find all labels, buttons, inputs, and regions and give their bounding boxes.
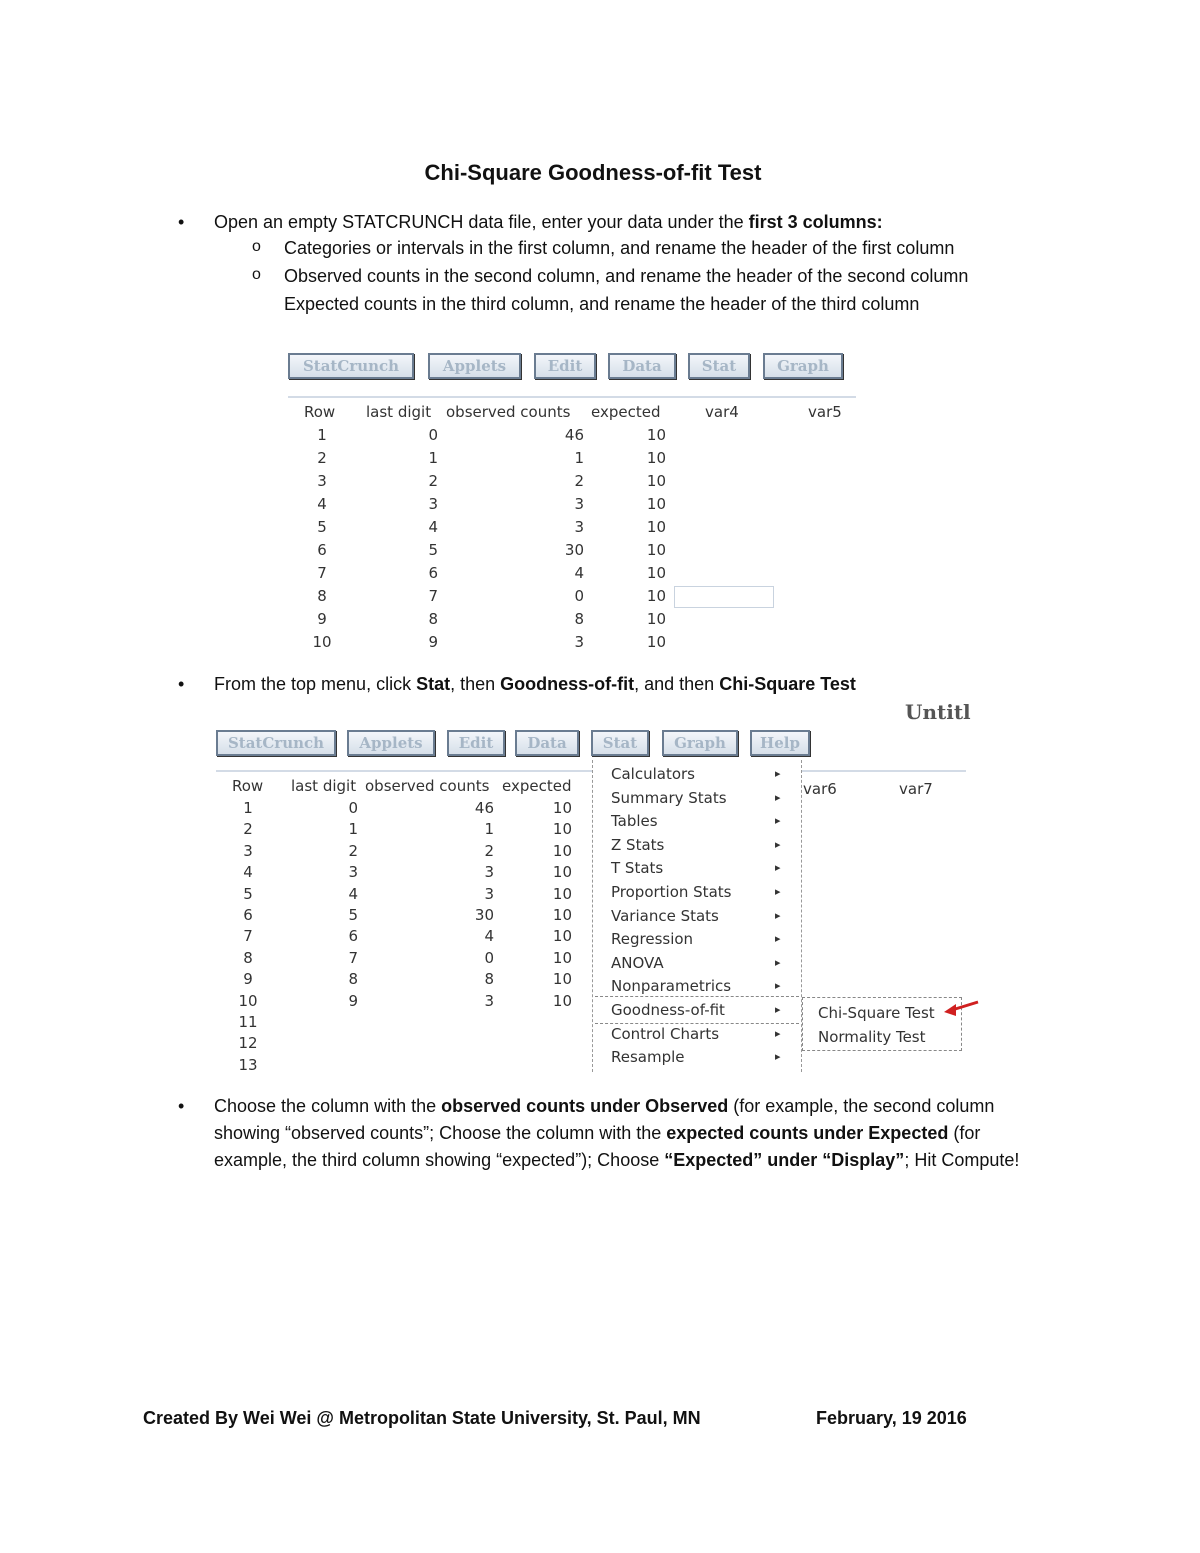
stat-menu-item[interactable]: Summary Stats (611, 788, 727, 807)
table1-row-number: 7 (317, 564, 327, 582)
table2-row-number: 13 (238, 1055, 258, 1074)
stat-menu-item[interactable]: Tables (611, 812, 658, 831)
table1-header-var5[interactable]: var5 (808, 403, 842, 421)
table2-cell[interactable]: 9 (348, 991, 358, 1010)
stat-menu-item[interactable]: Proportion Stats (611, 883, 732, 901)
toolbar2-divider (216, 770, 966, 772)
bullet-3-bold-3: “Expected” under “Display” (664, 1150, 905, 1170)
table2-row-number: 8 (243, 948, 253, 967)
table1-cell[interactable]: 8 (428, 610, 438, 628)
table2-header-expected[interactable]: expected (502, 777, 572, 795)
table1-cell[interactable]: 9 (428, 633, 438, 651)
table2-cell[interactable]: 10 (552, 970, 572, 989)
table1-cell[interactable]: 10 (646, 610, 666, 628)
table2-cell[interactable]: 10 (552, 884, 572, 903)
stat-menu (592, 760, 802, 1072)
bullet-2-bold-stat: Stat (416, 674, 451, 694)
submenu-arrow-icon: ▸ (775, 790, 781, 804)
table1-header-row: Row (304, 403, 336, 421)
table2-row-number: 5 (243, 884, 253, 903)
sub-bullet-2 (252, 266, 969, 287)
table2-header-var6[interactable]: var6 (803, 780, 837, 798)
table1-header-expected[interactable]: expected (591, 403, 661, 421)
table2-cell[interactable]: 6 (348, 927, 358, 946)
bullet-3-bold-1: observed counts under Observed (441, 1096, 729, 1116)
table2-cell[interactable]: 10 (552, 991, 572, 1010)
table2-cell[interactable]: 10 (552, 927, 572, 946)
bullet-2 (178, 671, 856, 698)
table2-cell[interactable]: 8 (348, 970, 358, 989)
stat-menu-item[interactable]: Goodness-of-fit (611, 1001, 725, 1019)
normality-test-item[interactable]: Normality Test (818, 1028, 926, 1046)
stat-menu-item[interactable]: Z Stats (611, 835, 665, 854)
toolbar2-stat-button[interactable]: Stat (591, 730, 649, 756)
toolbar2-edit-button[interactable]: Edit (447, 730, 505, 756)
bullet-1-text: Open an empty STATCRUNCH data file, enter your data under the (214, 212, 749, 232)
table2-row-number: 12 (238, 1034, 258, 1053)
table2-header-var7[interactable]: var7 (899, 780, 933, 798)
table1-cell[interactable]: 10 (646, 472, 666, 490)
submenu-arrow-icon: ▸ (775, 814, 781, 828)
submenu-arrow-icon: ▸ (775, 908, 781, 922)
bullet-3-text-4: ; Hit Compute! (904, 1150, 1020, 1170)
footer-date: February, 19 2016 (816, 1408, 967, 1428)
sub-bullet-3 (284, 294, 919, 315)
table1-cell[interactable]: 10 (646, 541, 666, 559)
bullet-3 (178, 1093, 1044, 1174)
bullet-2-text-3: , and then (634, 674, 720, 694)
table2-row-number: 3 (243, 841, 253, 860)
table1-row-number: 10 (312, 633, 332, 651)
bullet-3-text-1: Choose the column with the (214, 1096, 442, 1116)
table1-cell[interactable]: 7 (428, 587, 438, 605)
toolbar1-statcrunch-button[interactable]: StatCrunch (288, 353, 414, 379)
table2-cell[interactable]: 3 (484, 991, 494, 1010)
table2-cell[interactable]: 10 (552, 820, 572, 839)
bullet-1-bold: first 3 columns: (748, 212, 883, 232)
table2-cell[interactable]: 4 (348, 884, 358, 903)
sub-bullet-1-text: Categories or intervals in the first column, and rename the header of the first column (284, 238, 955, 258)
table1-header-observed[interactable]: observed counts (446, 403, 571, 421)
table2-cell[interactable]: 10 (552, 863, 572, 882)
table1-selected-cell[interactable] (674, 586, 774, 608)
submenu-arrow-icon: ▸ (775, 1026, 781, 1040)
submenu-arrow-icon: ▸ (775, 979, 781, 993)
bullet-2-text-2: , then (450, 674, 501, 694)
table2-cell[interactable]: 1 (484, 820, 494, 839)
toolbar1-stat-button[interactable]: Stat (688, 353, 750, 379)
submenu-arrow-icon: ▸ (775, 767, 781, 780)
page-title: Chi-Square Goodness-of-fit Test (424, 160, 762, 185)
table2-cell[interactable]: 0 (484, 948, 494, 967)
stat-menu-item[interactable]: T Stats (611, 859, 664, 878)
table1-cell[interactable]: 10 (646, 587, 666, 605)
table1-cell[interactable]: 5 (428, 541, 438, 559)
table2-cell[interactable]: 7 (348, 948, 358, 967)
table1-cell[interactable]: 4 (428, 518, 438, 536)
table1-cell[interactable]: 30 (564, 541, 584, 559)
table2-cell[interactable]: 4 (484, 927, 494, 946)
table1-row-number: 8 (317, 587, 327, 605)
table2-cell[interactable]: 10 (552, 799, 572, 817)
table1-row-number: 4 (317, 495, 327, 513)
chi-square-test-item[interactable]: Chi-Square Test (818, 1004, 935, 1022)
table2-row-number: 6 (243, 906, 253, 924)
bullet-dot: • (178, 1096, 185, 1116)
table1-cell[interactable]: 3 (574, 495, 584, 513)
table1-row-number: 3 (317, 472, 327, 490)
table1-cell[interactable]: 3 (574, 633, 584, 651)
table2-row-number: 1 (243, 799, 253, 817)
toolbar1-divider (288, 396, 856, 398)
stat-menu-item[interactable]: Control Charts (611, 1024, 720, 1043)
toolbar2-data-button[interactable]: Data (515, 730, 579, 756)
table2-header-last-digit[interactable]: last digit (291, 777, 357, 795)
table1-row-number: 2 (317, 449, 327, 467)
sub-bullet-circle: o (252, 238, 261, 255)
stat-menu-item[interactable]: Nonparametrics (611, 977, 732, 996)
table2-cell[interactable]: 10 (552, 948, 572, 967)
toolbar2-applets-button[interactable]: Applets (347, 730, 435, 756)
bullet-3-text-3: (for example, the third column showing “expected”); Choose (214, 1123, 981, 1170)
table1-cell[interactable]: 46 (564, 426, 584, 444)
bullet-2-bold-chisq: Chi-Square Test (719, 674, 856, 694)
table1-header-var4[interactable]: var4 (705, 403, 739, 421)
table1-row-number: 6 (317, 541, 327, 559)
table1-cell[interactable]: 2 (574, 472, 584, 490)
table1-cell[interactable]: 6 (428, 564, 438, 582)
submenu-arrow-icon: ▸ (775, 837, 781, 851)
table2-cell[interactable]: 10 (552, 906, 572, 924)
sub-bullet-circle: o (252, 266, 261, 283)
sub-bullet-1 (252, 238, 955, 259)
submenu-arrow-icon: ▸ (775, 885, 781, 898)
table1-cell[interactable]: 3 (574, 518, 584, 536)
table2-cell[interactable]: 10 (552, 841, 572, 860)
submenu-arrow-icon: ▸ (775, 932, 781, 946)
stat-menu-item[interactable]: Calculators (611, 765, 695, 783)
table2-header-observed[interactable]: observed counts (365, 777, 490, 795)
table1-cell[interactable]: 1 (428, 449, 438, 467)
table2-cell[interactable]: 3 (348, 863, 358, 882)
table2-cell[interactable]: 5 (348, 906, 358, 924)
table2-cell[interactable]: 30 (474, 906, 494, 924)
table1-row-number: 5 (317, 518, 327, 536)
table2-cell[interactable]: 0 (348, 799, 358, 817)
table2-cell[interactable]: 3 (484, 884, 494, 903)
table2-cell[interactable]: 1 (348, 820, 358, 839)
table2-row-number: 2 (243, 820, 253, 839)
submenu-arrow-icon: ▸ (775, 861, 781, 875)
table2-row-number: 9 (243, 970, 253, 989)
footer-author: Created By Wei Wei @ Metropolitan State University, St. Paul, MN (143, 1408, 701, 1428)
bullet-3-bold-2: expected counts under Expected (666, 1123, 949, 1143)
toolbar2-help-button[interactable]: Help (750, 730, 810, 756)
gof-highlight (595, 996, 799, 1024)
submenu-arrow-icon: ▸ (775, 1003, 781, 1016)
table1-cell[interactable]: 10 (646, 449, 666, 467)
sub-bullet-2-text: Observed counts in the second column, and rename the header of the second column (284, 266, 969, 286)
table2-cell[interactable]: 2 (348, 841, 358, 860)
stat-menu-item[interactable]: ANOVA (611, 953, 664, 972)
table1-cell[interactable]: 4 (574, 564, 584, 582)
table1-cell[interactable]: 1 (574, 449, 584, 467)
table1-cell[interactable]: 8 (574, 610, 584, 628)
toolbar2-graph-button[interactable]: Graph (662, 730, 738, 756)
table1-cell[interactable]: 10 (646, 633, 666, 651)
table2-cell[interactable]: 46 (474, 799, 494, 817)
table2-row-number: 10 (238, 991, 258, 1010)
toolbar1-applets-button[interactable]: Applets (428, 353, 521, 379)
table2-row-number: 11 (238, 1013, 258, 1031)
table1-cell[interactable]: 10 (646, 426, 666, 444)
bullet-1 (178, 209, 883, 236)
toolbar1-graph-button[interactable]: Graph (763, 353, 843, 379)
stat-menu-item[interactable]: Variance Stats (611, 906, 719, 925)
table2-row-number: 7 (243, 927, 253, 946)
toolbar1-data-button[interactable]: Data (608, 353, 676, 379)
bullet-2-text-1: From the top menu, click (214, 674, 417, 694)
submenu-arrow-icon: ▸ (775, 955, 781, 969)
bullet-2-bold-gof: Goodness-of-fit (500, 674, 635, 694)
gof-submenu (802, 997, 962, 1051)
sub-bullet-3-text: Expected counts in the third column, and rename the header of the third column (284, 294, 920, 314)
bullet-3-text-2: (for example, the second column showing “observed counts”; Choose the column with the (214, 1096, 995, 1143)
table1-row-number: 9 (317, 610, 327, 628)
table1-cell[interactable]: 10 (646, 564, 666, 582)
bullet-dot: • (178, 212, 185, 232)
table1-cell[interactable]: 0 (428, 426, 438, 444)
table2-row-number: 4 (243, 863, 253, 882)
submenu-arrow-icon: ▸ (775, 1050, 781, 1064)
stat-menu-item[interactable]: Regression (611, 930, 694, 949)
table1-header-last-digit[interactable]: last digit (366, 403, 432, 421)
table1-cell[interactable]: 10 (646, 518, 666, 536)
window-title: Untitl (905, 700, 971, 724)
stat-menu-item[interactable]: Resample (611, 1048, 685, 1067)
table1-cell[interactable]: 0 (574, 587, 584, 605)
table2-header-row: Row (232, 777, 264, 795)
toolbar1-edit-button[interactable]: Edit (534, 353, 596, 379)
table2-cell[interactable]: 3 (484, 863, 494, 882)
red-arrow-icon (940, 998, 982, 1018)
table1-cell[interactable]: 3 (428, 495, 438, 513)
bullet-dot: • (178, 674, 185, 694)
table1-cell[interactable]: 10 (646, 495, 666, 513)
table2-cell[interactable]: 2 (484, 841, 494, 860)
table1-cell[interactable]: 2 (428, 472, 438, 490)
table1-row-number: 1 (317, 426, 327, 444)
table2-cell[interactable]: 8 (484, 970, 494, 989)
toolbar2-statcrunch-button[interactable]: StatCrunch (216, 730, 336, 756)
